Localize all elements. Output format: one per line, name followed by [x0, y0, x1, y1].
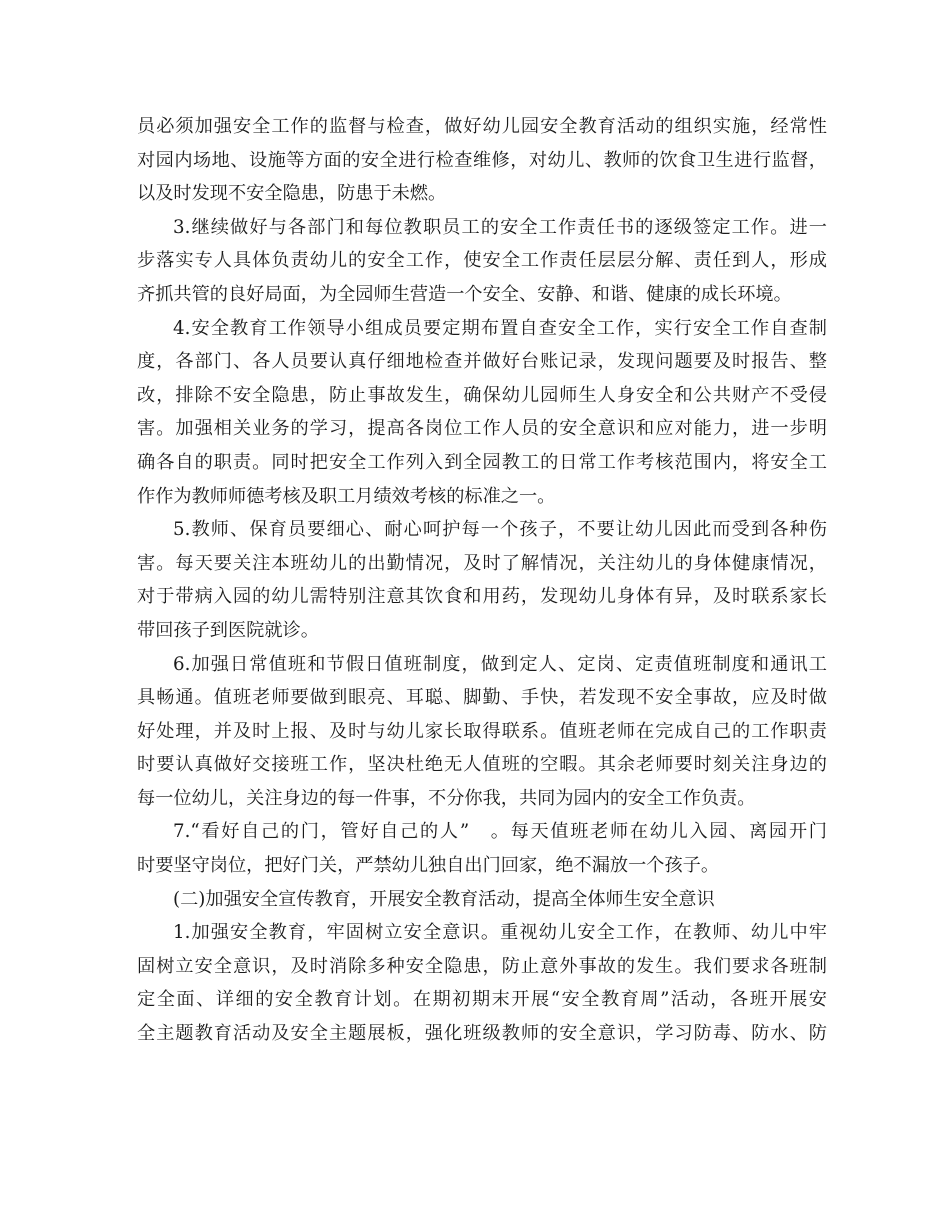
text-line: 改，排除不安全隐患，防止事故发生，确保幼儿园师生人身安全和公共财产不受侵: [137, 384, 827, 406]
document-page: [137, 110, 827, 1051]
text-line: 3.继续做好与各部门和每位教职员工的安全工作责任书的逐级签定工作。进一: [173, 216, 827, 238]
text-line: 带回孩子到医院就诊。: [137, 619, 319, 641]
text-line: 以及时发现不安全隐患，防患于未燃。: [137, 183, 447, 205]
text-line: 固树立安全意识，及时消除多种安全隐患，防止意外事故的发生。我们要求各班制: [137, 955, 827, 977]
text-line: 时要认真做好交接班工作，坚决杜绝无人值班的空暇。其余老师要时刻关注身边的: [137, 754, 827, 776]
text-line: 每一位幼儿，关注身边的每一件事，不分你我，共同为园内的安全工作负责。: [137, 787, 756, 809]
text-line: 确各自的职责。同时把安全工作列入到全园教工的日常工作考核范围内，将安全工: [137, 451, 827, 473]
text-line: 好处理，并及时上报、及时与幼儿家长取得联系。值班老师在完成自己的工作职责: [137, 720, 827, 742]
text-line: 5.教师、保育员要细心、耐心呵护每一个孩子，不要让幼儿因此而受到各种伤: [173, 519, 827, 541]
text-line: 时要坚守岗位，把好门关，严禁幼儿独自出门回家，绝不漏放一个孩子。: [137, 855, 720, 877]
text-line: 具畅通。值班老师要做到眼亮、耳聪、脚勤、手快，若发现不安全事故，应及时做: [137, 687, 827, 709]
text-line: 步落实专人具体负责幼儿的安全工作，使安全工作责任层层分解、责任到人，形成: [137, 250, 827, 272]
text-line: 6.加强日常值班和节假日值班制度，做到定人、定岗、定责值班制度和通讯工: [173, 653, 827, 675]
text-line: 齐抓共管的良好局面，为全园师生营造一个安全、安静、和谐、健康的成长环境。: [137, 283, 792, 305]
text-line: 全主题教育活动及安全主题展板，强化班级教师的安全意识，学习防毒、防水、防: [137, 1023, 827, 1045]
text-line: 作作为教师师德考核及职工月绩效考核的标准之一。: [137, 485, 556, 507]
text-line: 害。加强相关业务的学习，提高各岗位工作人员的安全意识和应对能力，进一步明: [137, 418, 827, 440]
text-line: 害。每天要关注本班幼儿的出勤情况，及时了解情况，关注幼儿的身体健康情况，: [137, 552, 827, 574]
text-line: 1.加强安全教育，牢固树立安全意识。重视幼儿安全工作，在教师、幼儿中牢: [173, 922, 827, 944]
text-line: 定全面、详细的安全教育计划。在期初期末开展“安全教育周”活动，各班开展安: [137, 989, 827, 1011]
text-line: 4.安全教育工作领导小组成员要定期布置自查安全工作，实行安全工作自查制: [173, 317, 827, 339]
text-line: 对园内场地、设施等方面的安全进行检查维修，对幼儿、教师的饮食卫生进行监督，: [137, 149, 827, 171]
text-line: (二)加强安全宣传教育，开展安全教育活动，提高全体师生安全意识: [173, 888, 715, 910]
text-line: 度，各部门、各人员要认真仔细地检查并做好台账记录，发现问题要及时报告、整: [137, 351, 827, 373]
text-line: 员必须加强安全工作的监督与检查，做好幼儿园安全教育活动的组织实施，经常性: [137, 116, 827, 137]
text-line: 7.“看好自己的门，管好自己的人” 。每天值班老师在幼儿入园、离园开门: [173, 821, 827, 843]
text-line: 对于带病入园的幼儿需特别注意其饮食和用药，发现幼儿身体有异，及时联系家长: [137, 586, 827, 608]
